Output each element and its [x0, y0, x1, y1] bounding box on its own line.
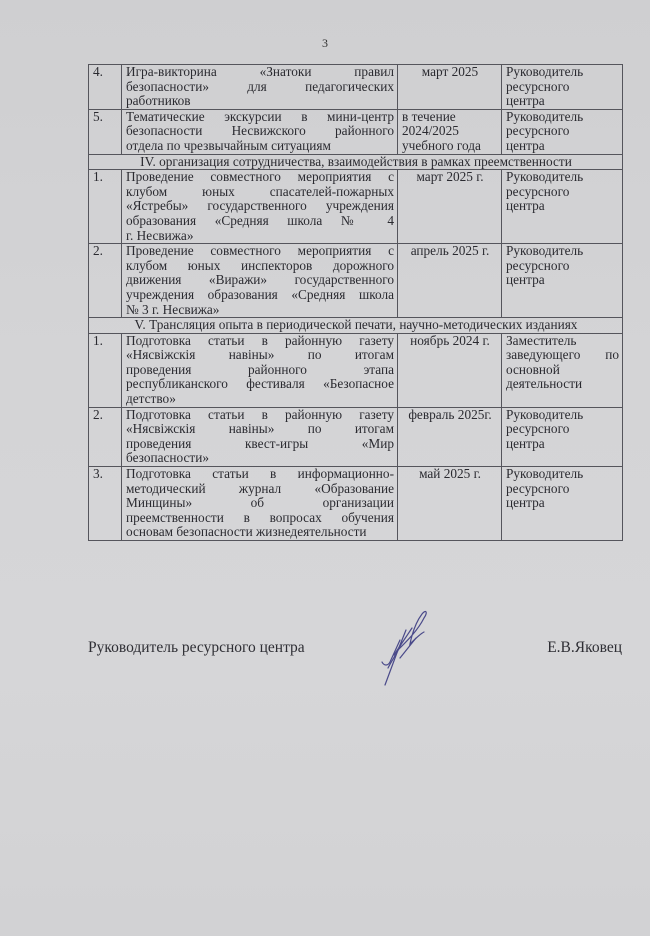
text-line: ресурсного: [506, 183, 570, 199]
item-responsible: [502, 467, 623, 541]
text-line: Руководитель: [506, 406, 584, 422]
text-line: центра: [506, 435, 545, 451]
signatory-role: Руководитель ресурсного центра: [88, 639, 305, 656]
text-line: ресурсного: [506, 257, 570, 273]
text-line: Проведение совместного мероприятия с: [126, 169, 394, 185]
table-row: [89, 244, 623, 318]
text-line: Подготовка статьи в районную газету: [126, 332, 394, 348]
item-number: 2.: [89, 407, 122, 466]
table-row: [89, 65, 623, 110]
text-line: работников: [126, 93, 191, 109]
text-line: Подготовка статьи в районную газету: [126, 406, 394, 422]
item-deadline: март 2025: [398, 65, 502, 110]
text-line: Заместитель: [506, 332, 577, 348]
item-responsible: [502, 244, 623, 318]
text-line: движения «Виражи» государственного: [126, 272, 394, 288]
text-line: проведения районного этапа: [126, 361, 394, 377]
text-line: центра: [506, 198, 545, 214]
table-row: [89, 333, 623, 407]
text-line: образования «Средняя школа № 4: [126, 212, 394, 228]
text-line: № 3 г. Несвижа»: [126, 301, 220, 317]
item-number: 3.: [89, 467, 122, 541]
text-line: «Нясвіжскія навіны» по итогам: [126, 347, 394, 363]
item-description: [122, 109, 398, 154]
text-line: Подготовка статьи в информационно-: [126, 466, 394, 482]
text-line: заведующего по: [506, 347, 619, 363]
item-description: [122, 407, 398, 466]
text-line: Руководитель: [506, 169, 584, 185]
item-number: 4.: [89, 65, 122, 110]
text-line: Минщины» об организации: [126, 495, 394, 511]
text-line: Проведение совместного мероприятия с: [126, 243, 394, 259]
table-row: [89, 170, 623, 244]
text-line: клубом юных спасателей-пожарных: [126, 183, 394, 199]
item-description: [122, 333, 398, 407]
text-line: ресурсного: [506, 123, 570, 139]
item-number: 2.: [89, 244, 122, 318]
item-deadline: май 2025 г.: [398, 467, 502, 541]
text-line: 2024/2025: [402, 123, 459, 139]
text-line: ресурсного: [506, 480, 570, 496]
item-responsible: [502, 407, 623, 466]
item-responsible: [502, 109, 623, 154]
text-line: Руководитель: [506, 466, 584, 482]
text-line: Игра-викторина «Знатоки правил: [126, 64, 394, 79]
item-number: 1.: [89, 170, 122, 244]
text-line: республиканского фестиваля «Безопасное: [126, 376, 394, 392]
activity-plan-table: [88, 64, 623, 541]
text-line: Руководитель: [506, 64, 584, 79]
signatory-name: Е.В.Яковец: [547, 639, 622, 656]
text-line: основной: [506, 361, 560, 377]
text-line: Руководитель: [506, 108, 584, 124]
text-line: центра: [506, 93, 545, 109]
item-responsible: [502, 333, 623, 407]
item-description: [122, 65, 398, 110]
item-description: [122, 244, 398, 318]
text-line: проведения квест-игры «Мир: [126, 435, 394, 451]
text-line: отдела по чрезвычайным ситуациям: [126, 137, 331, 153]
text-line: центра: [506, 272, 545, 288]
section-header-row: [89, 154, 623, 170]
text-line: учреждения образования «Средняя школа: [126, 286, 394, 302]
text-line: безопасности»: [126, 450, 209, 466]
text-line: основам безопасности жизнедеятельности: [126, 524, 367, 540]
section-header-row: [89, 318, 623, 334]
item-description: [122, 467, 398, 541]
item-description: [122, 170, 398, 244]
text-line: Тематические экскурсии в мини-центр: [126, 108, 394, 124]
text-line: безопасности Несвижского районного: [126, 123, 394, 139]
signature-icon: [368, 610, 448, 690]
text-line: преемственности в вопросах обучения: [126, 509, 394, 525]
item-deadline: апрель 2025 г.: [398, 244, 502, 318]
text-line: г. Несвижа»: [126, 227, 194, 243]
text-line: «Ястребы» государственного учреждения: [126, 198, 394, 214]
text-line: методический журнал «Образование: [126, 480, 394, 496]
item-deadline: [398, 109, 502, 154]
item-number: 5.: [89, 109, 122, 154]
table-row: [89, 109, 623, 154]
item-deadline: февраль 2025г.: [398, 407, 502, 466]
section-title: V. Трансляция опыта в периодической печати, научно-методических изданиях: [89, 318, 623, 334]
text-line: деятельности: [506, 376, 583, 392]
text-line: Руководитель: [506, 243, 584, 259]
text-line: центра: [506, 137, 545, 153]
section-title: IV. организация сотрудничества, взаимодействия в рамках преемственности: [89, 154, 623, 170]
item-number: 1.: [89, 333, 122, 407]
text-line: «Нясвіжскія навіны» по итогам: [126, 421, 394, 437]
table-row: [89, 467, 623, 541]
text-line: клубом юных инспекторов дорожного: [126, 257, 394, 273]
item-responsible: [502, 65, 623, 110]
table-row: [89, 407, 623, 466]
text-line: в течение: [402, 108, 456, 124]
item-deadline: ноябрь 2024 г.: [398, 333, 502, 407]
text-line: ресурсного: [506, 421, 570, 437]
item-responsible: [502, 170, 623, 244]
text-line: детство»: [126, 391, 176, 407]
text-line: центра: [506, 495, 545, 511]
page-number: 3: [322, 36, 328, 50]
item-deadline: март 2025 г.: [398, 170, 502, 244]
text-line: безопасности» для педагогических: [126, 78, 394, 94]
text-line: учебного года: [402, 137, 481, 153]
text-line: ресурсного: [506, 78, 570, 94]
